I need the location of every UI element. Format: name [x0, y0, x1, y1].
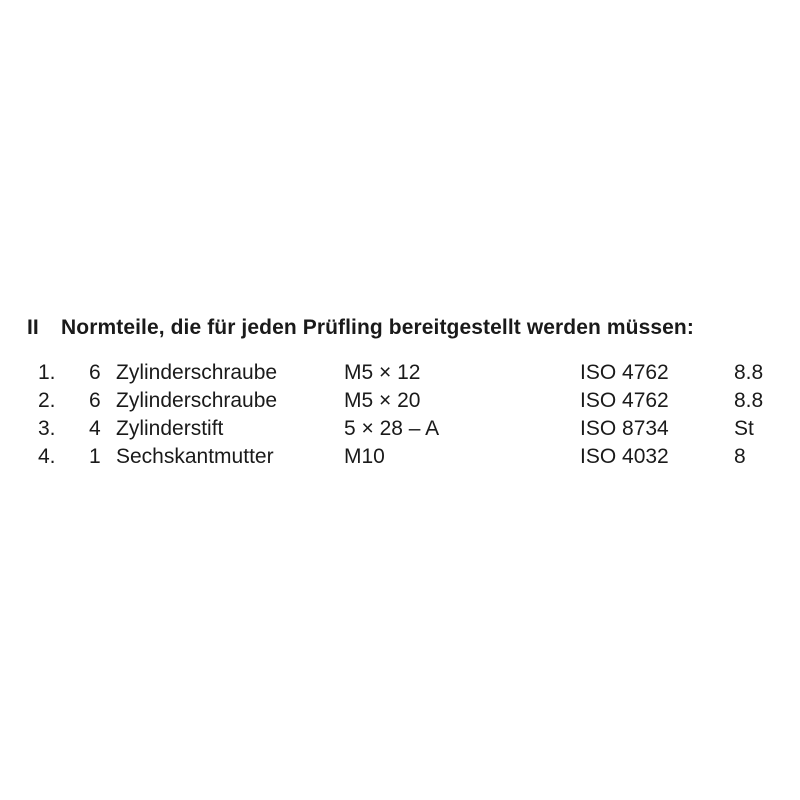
list-item	[0, 445, 800, 473]
item-standard: ISO 4762	[580, 389, 669, 412]
item-index: 2.	[38, 389, 56, 412]
item-name: Zylinderschraube	[116, 361, 278, 384]
item-size: M5 × 20	[344, 389, 421, 412]
item-standard: ISO 4762	[580, 361, 669, 384]
item-size: 5 × 28 – A	[344, 417, 440, 440]
item-quantity: 1	[89, 445, 101, 468]
item-name: Zylinderstift	[116, 417, 224, 440]
item-quantity: 6	[89, 389, 101, 412]
item-size: M10	[344, 445, 385, 468]
section-heading	[27, 316, 694, 340]
list-item	[0, 417, 800, 445]
item-standard: ISO 8734	[580, 417, 669, 440]
item-quantity: 6	[89, 361, 101, 384]
section-title: Normteile, die für jeden Prüfling bereitgestellt werden müssen:	[61, 316, 694, 339]
item-grade: St	[734, 417, 754, 440]
item-grade: 8.8	[734, 389, 764, 412]
item-index: 3.	[38, 417, 56, 440]
item-name: Zylinderschraube	[116, 389, 278, 412]
item-index: 1.	[38, 361, 56, 384]
item-index: 4.	[38, 445, 56, 468]
list-item	[0, 361, 800, 389]
list-item	[0, 389, 800, 417]
section-number: II	[27, 316, 39, 339]
item-grade: 8	[734, 445, 746, 468]
item-quantity: 4	[89, 417, 101, 440]
item-standard: ISO 4032	[580, 445, 669, 468]
item-grade: 8.8	[734, 361, 764, 384]
item-name: Sechskantmutter	[116, 445, 274, 468]
item-size: M5 × 12	[344, 361, 421, 384]
